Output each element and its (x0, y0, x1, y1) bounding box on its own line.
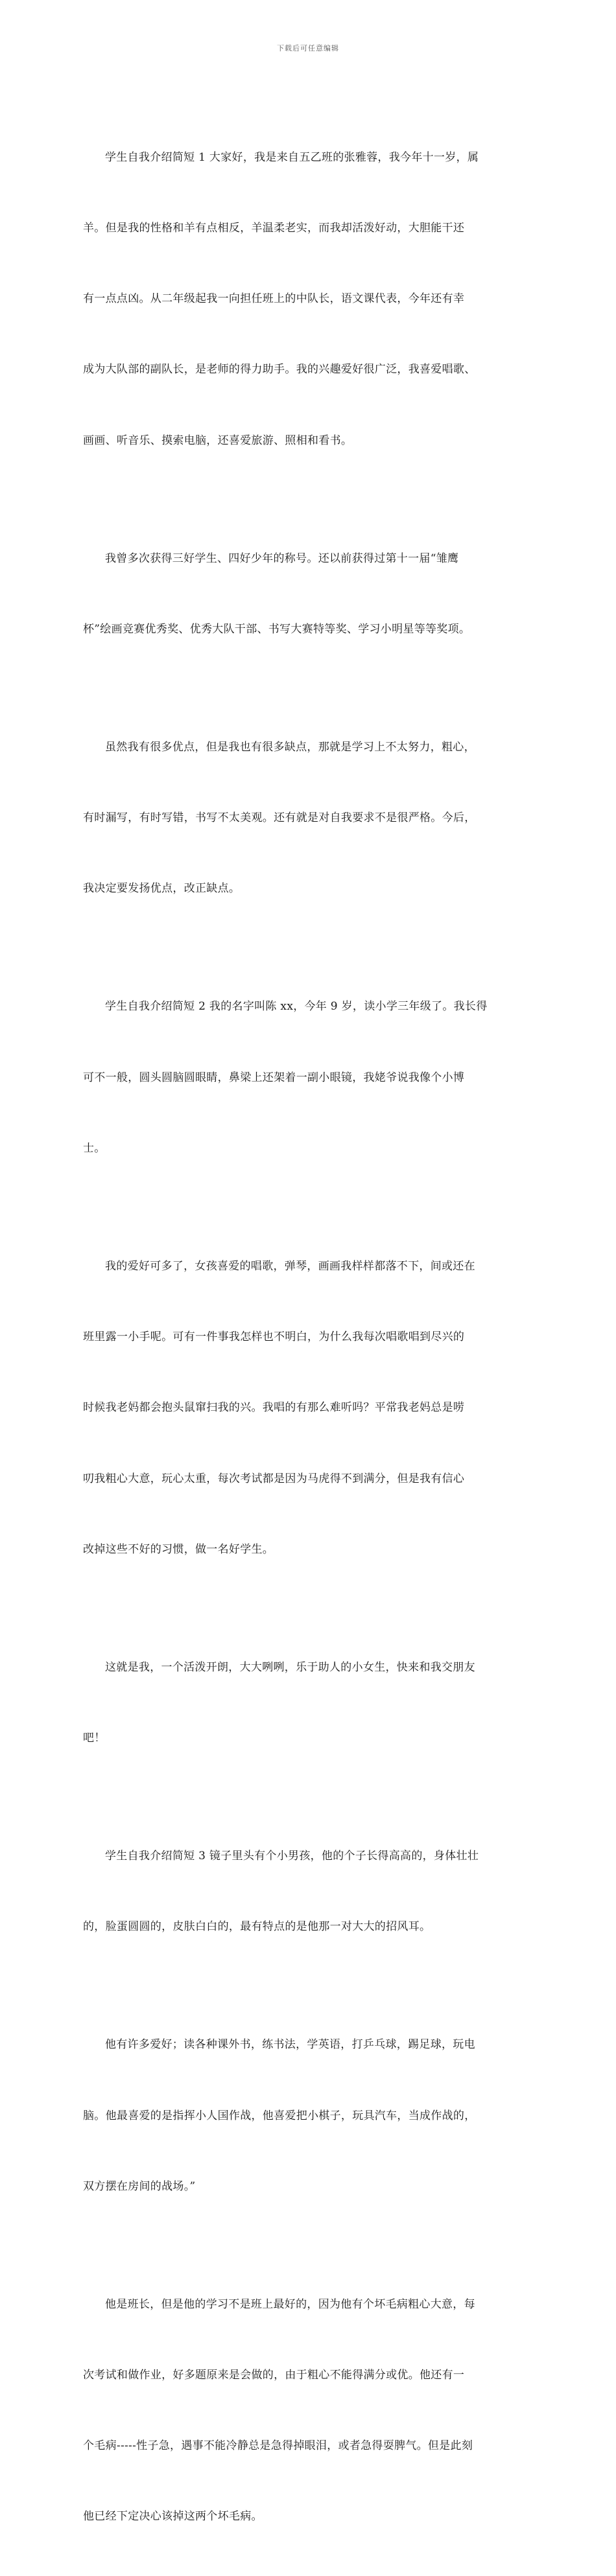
text-line: 羊。但是我的性格和羊有点相反，羊温柔老实，而我却活泼好动，大胆能干还 (83, 222, 465, 235)
text-line: 学生自我介绍简短 1 大家好，我是来自五乙班的张雅蓉，我今年十一岁，属 (105, 150, 479, 164)
paragraph-boy-flaws (83, 2245, 535, 2576)
text-line: 杯”绘画竞赛优秀奖、优秀大队干部、书写大赛特等奖、学习小明星等等奖项。 (83, 622, 471, 636)
paragraph-intro-1 (83, 99, 535, 500)
text-line: 士。 (83, 1141, 106, 1155)
text-line: 有一点点凶。从二年级起我一向担任班上的中队长，语文课代表，今年还有幸 (83, 292, 465, 306)
text-line: 次考试和做作业，好多题原来是会做的，由于粗心不能得满分或优。他还有一 (83, 2369, 465, 2382)
text-line: 他有许多爱好；读各种课外书，练书法，学英语，打乒乓球，踢足球，玩电 (105, 2038, 475, 2052)
text-line: 虽然我有很多优点，但是我也有很多缺点，那就是学习上不太努力，粗心， (105, 740, 475, 754)
text-line: 有时漏写，有时写错，书写不太美观。还有就是对自我要求不是很严格。今后， (83, 811, 476, 825)
text-line: 这就是我，一个活泼开朗，大大咧咧，乐于助人的小女生，快来和我交朋友 (105, 1660, 475, 1674)
paragraph-awards (83, 500, 535, 688)
text-line: 改掉这些不好的习惯，做一名好学生。 (83, 1542, 274, 1556)
text-line: 双方摆在房间的战场。” (83, 2179, 196, 2193)
paragraph-intro-3 (83, 1797, 535, 1986)
text-line: 时候我老妈都会抱头鼠窜扫我的兴。我唱的有那么难听吗？平常我老妈总是唠 (83, 1401, 465, 1415)
text-line: 可不一般，圆头圆脑圆眼睛，鼻梁上还架着一副小眼镜，我姥爷说我像个小博 (83, 1071, 465, 1084)
text-line: 学生自我介绍简短 2 我的名字叫陈 xx，今年 9 岁，读小学三年级了。我长得 (105, 1000, 488, 1014)
paragraph-shortcomings (83, 688, 535, 947)
text-line: 他已经下定决心该掉这两个坏毛病。 (83, 2510, 263, 2524)
text-line: 我的爱好可多了，女孩喜爱的唱歌，弹琴，画画我样样都落不下，间或还在 (105, 1259, 475, 1273)
text-line: 他是班长，但是他的学习不是班上最好的，因为他有个坏毛病粗心大意，每 (105, 2297, 475, 2311)
text-line: 班里露一小手呢。可有一件事我怎样也不明白，为什么我每次唱歌唱到尽兴的 (83, 1330, 465, 1344)
text-line: 成为大队部的副队长，是老师的得力助手。我的兴趣爱好很广泛，我喜爱唱歌、 (83, 363, 476, 377)
page-header: 下载后可任意编辑 (277, 44, 339, 52)
text-line: 脑。他最喜爱的是指挥小人国作战，他喜爱把小棋子，玩具汽车，当成作战的， (83, 2109, 476, 2122)
text-line: 吧！ (83, 1732, 106, 1745)
paragraph-hobbies (83, 1207, 535, 1608)
text-line: 叨我粗心大意，玩心太重，每次考试都是因为马虎得不到满分，但是我有信心 (83, 1472, 465, 1485)
text-line: 个毛病-----性子急，遇事不能冷静总是急得掉眼泪，或者急得耍脾气。但是此刻 (83, 2439, 473, 2453)
text-line: 我曾多次获得三好学生、四好少年的称号。还以前获得过第十一届“雏鹰 (105, 551, 459, 565)
text-line: 我决定要发扬优点，改正缺点。 (83, 882, 241, 896)
text-line: 的，脸蛋圆圆的，皮肤白白的，最有特点的是他那一对大大的招风耳。 (83, 1920, 431, 1934)
paragraph-boy-hobbies (83, 1986, 535, 2245)
text-line: 画画、听音乐、摸索电脑，还喜爱旅游、照相和看书。 (83, 434, 353, 447)
paragraph-closing-2 (83, 1608, 535, 1797)
text-line: 学生自我介绍简短 3 镜子里头有个小男孩，他的个子长得高高的，身体壮壮 (105, 1850, 479, 1863)
document-body (83, 99, 535, 2576)
paragraph-intro-2 (83, 948, 535, 1207)
